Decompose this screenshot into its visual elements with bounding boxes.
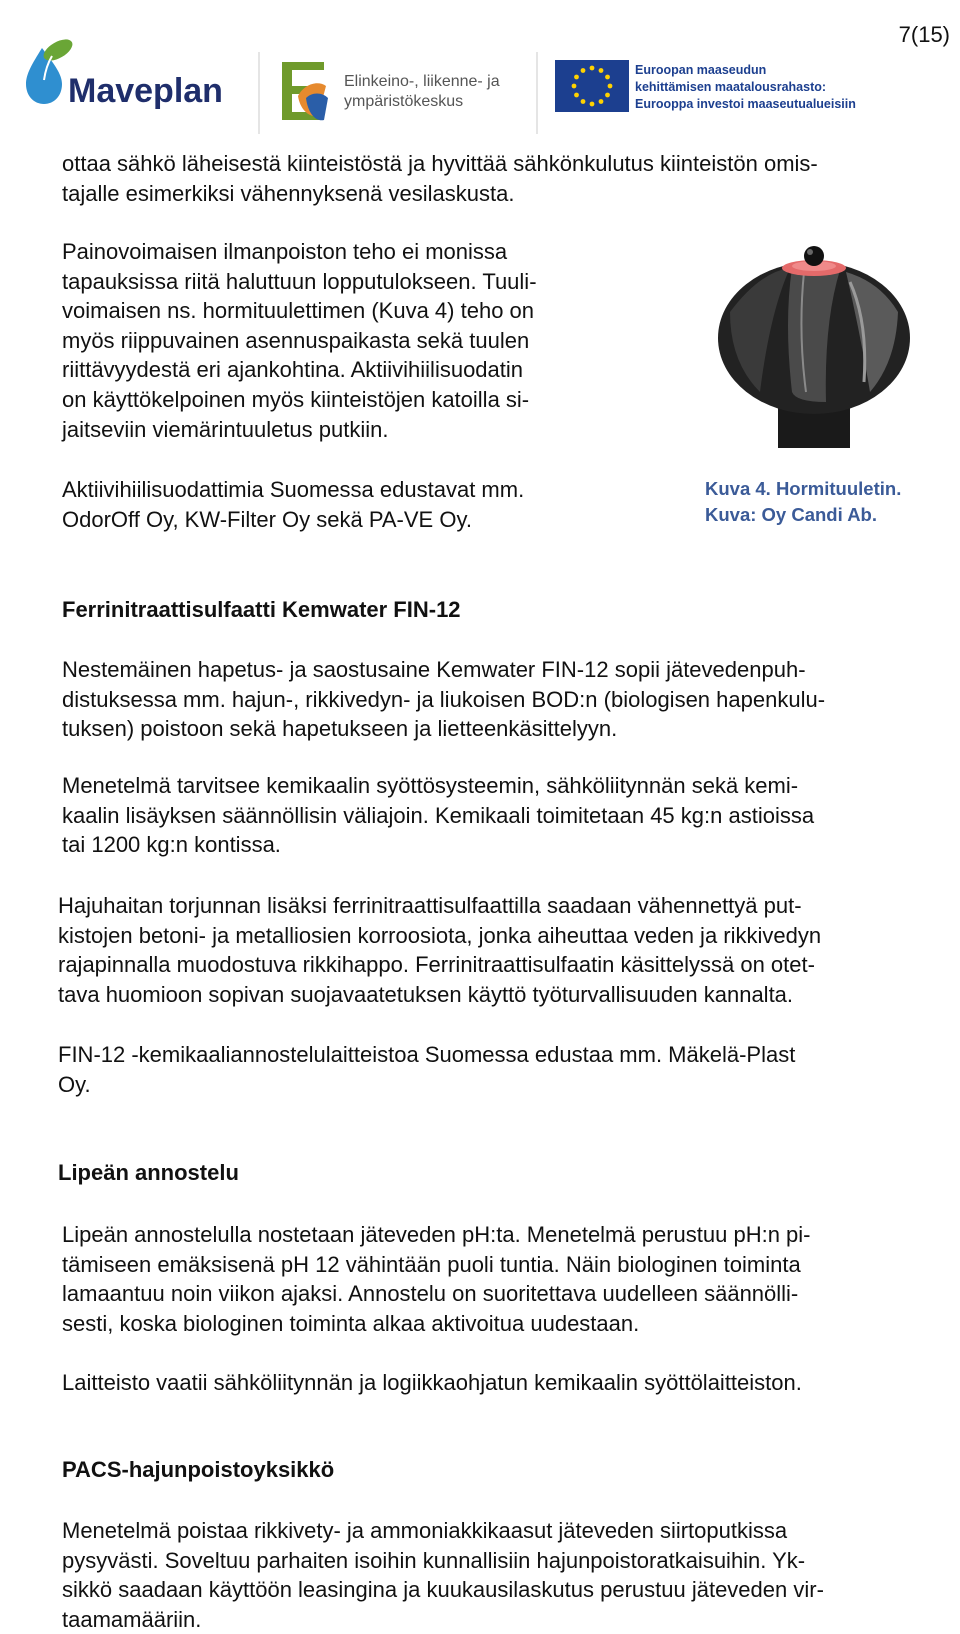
text-line: riittävyydestä eri ajankohtina. Aktiivihiilisuodatin: [62, 357, 524, 383]
page-header: [0, 18, 960, 128]
text-line: OdorOff Oy, KW-Filter Oy sekä PA-VE Oy.: [62, 506, 472, 532]
text-line: tapauksissa riitä haluttuun lopputulokseen. Tuuli-: [62, 268, 537, 294]
text-line: sesti, koska biologinen toiminta alkaa aktivoitua uudestaan.: [62, 1310, 640, 1336]
text-line: Menetelmä tarvitsee kemikaalin syöttösysteemin, sähköliitynnän sekä kemi-: [62, 773, 799, 798]
eu-logo: [555, 58, 875, 116]
text-line: Painovoimaisen ilmanpoiston teho ei monissa: [62, 239, 508, 264]
text-line: myös riippuvainen asennuspaikasta sekä tuulen: [62, 327, 530, 353]
text-line: tava huomioon sopivan suojavaatetuksen käyttö työturvallisuuden kannalta.: [58, 981, 794, 1007]
caption-line: Kuva 4. Hormituuletin.: [705, 478, 902, 499]
figure-caption: [705, 476, 901, 528]
text-line: tuksen) poistoon sekä hapetukseen ja lietteenkäsittelyyn.: [62, 716, 618, 742]
text-line: FIN-12 -kemikaaliannostelulaitteistoa Suomessa edustaa mm. Mäkelä-Plast: [58, 1042, 796, 1067]
text-line: jaitseviin viemärintuuletus putkiin.: [62, 416, 389, 442]
ely-logo: [278, 56, 518, 126]
text-line: tämiseen emäksisenä pH 12 vähintään puoli tuntia. Näin biologinen toiminta: [62, 1251, 801, 1277]
ferri-paragraph-4: [58, 1040, 924, 1099]
text-line: taamamääriin.: [62, 1606, 202, 1632]
eu-text-line2: kehittämisen maatalousrahasto:: [635, 80, 827, 94]
section-heading-lipea: Lipeän annostelu: [58, 1160, 239, 1185]
text-line: lamaantuu noin viikon ajaksi. Annostelu on suoritettava uudelleen säännölli-: [62, 1281, 799, 1307]
text-line: ottaa sähkö läheisestä kiinteistöstä ja hyvittää sähkönkulutus kiinteistön omis-: [62, 151, 818, 176]
text-line: Aktiivihiilisuodattimia Suomessa edustavat mm.: [62, 477, 525, 502]
text-line: Lipeän annostelulla nostetaan jäteveden pH:ta. Menetelmä perustuu pH:n pi-: [62, 1222, 811, 1247]
ferri-paragraph-1: [62, 655, 924, 744]
ventilation-paragraph: [62, 237, 628, 444]
caption-line: Kuva: Oy Candi Ab.: [705, 504, 878, 525]
text-line: Laitteisto vaatii sähköliitynnän ja logiikkaohjatun kemikaalin syöttölaitteiston.: [62, 1370, 802, 1395]
header-divider: [536, 52, 538, 134]
ferri-paragraph-2: [62, 771, 924, 860]
maveplan-logo: [22, 36, 244, 118]
section-heading-pacs: PACS-hajunpoistoyksikkö: [62, 1457, 335, 1482]
maveplan-wordmark: Maveplan: [68, 72, 223, 110]
intro-paragraph: [62, 149, 924, 208]
section-heading-ferri: Ferrinitraattisulfaatti Kemwater FIN-12: [62, 597, 461, 622]
pacs-paragraph-1: [62, 1516, 924, 1634]
text-line: distuksessa mm. hajun-, rikkivedyn- ja liukoisen BOD:n (biologisen hapenkulu-: [62, 686, 826, 712]
lipea-paragraph-1: [62, 1220, 924, 1338]
text-line: kistojen betoni- ja metalliosien korroosiota, jonka aiheuttaa veden ja rikkivedyn: [58, 922, 822, 948]
lipea-paragraph-2: [62, 1368, 924, 1398]
header-divider: [258, 52, 260, 134]
text-line: on käyttökelpoinen myös kiinteistöjen katoilla si-: [62, 386, 530, 412]
text-line: tai 1200 kg:n kontissa.: [62, 832, 281, 858]
text-line: voimaisen ns. hormituulettimen (Kuva 4) teho on: [62, 298, 535, 324]
text-line: sikkö saadaan käyttöön leasingina ja kuukausilaskutus perustuu jäteveden vir-: [62, 1577, 824, 1603]
text-line: pysyvästi. Soveltuu parhaiten isoihin kunnallisiin hajunpoistoratkaisuihin. Yk-: [62, 1547, 806, 1573]
eu-text-line3: Eurooppa investoi maaseutualueisiin: [635, 97, 856, 111]
text-line: Nestemäinen hapetus- ja saostusaine Kemwater FIN-12 sopii jätevedenpuh-: [62, 657, 806, 682]
text-line: kaalin lisäyksen säännöllisin väliajoin. Kemikaali toimitetaan 45 kg:n astioissa: [62, 802, 815, 828]
page-number: 7(15): [898, 22, 950, 47]
text-line: Oy.: [58, 1071, 91, 1097]
ely-name-line1: Elinkeino-, liikenne- ja: [344, 73, 500, 90]
text-line: Hajuhaitan torjunnan lisäksi ferrinitraattisulfaattilla saadaan vähennettyä put-: [58, 893, 802, 918]
ferri-paragraph-3: [58, 891, 924, 1009]
eu-text-line1: Euroopan maaseudun: [635, 63, 767, 77]
activated-carbon-paragraph: [62, 475, 628, 534]
text-line: rajapinnalla muodostuva rikkihappo. Ferrinitraattisulfaatin käsittelyssä on otet-: [58, 952, 815, 978]
text-line: tajalle esimerkiksi vähennyksenä vesilaskusta.: [62, 180, 515, 206]
text-line: Menetelmä poistaa rikkivety- ja ammoniakkikaasut jäteveden siirtoputkissa: [62, 1518, 788, 1543]
ely-name-line2: ympäristökeskus: [344, 93, 464, 110]
chimney-ventilator-image: [700, 242, 928, 452]
